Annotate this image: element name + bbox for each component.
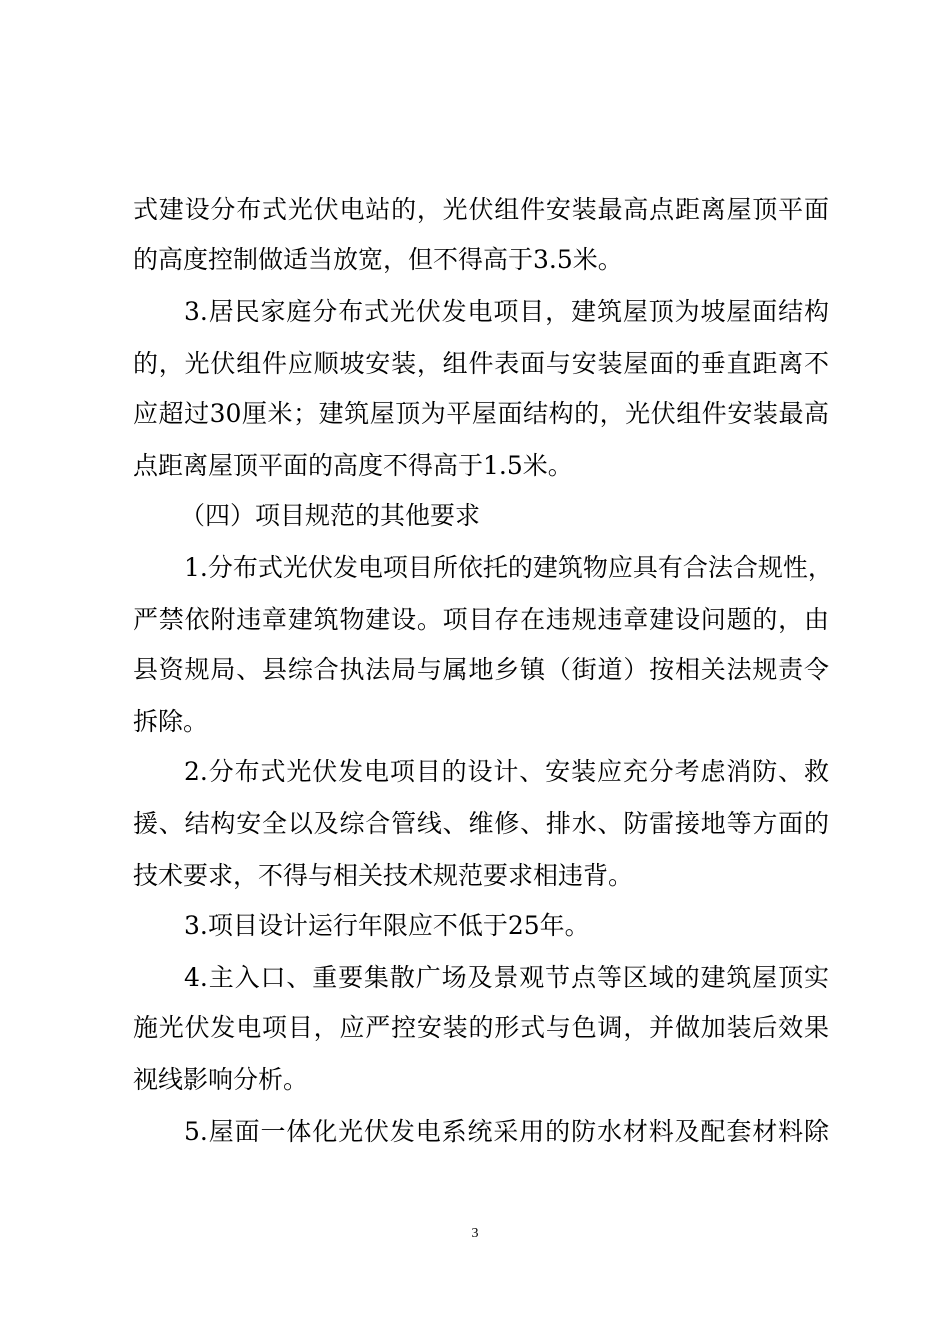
text-line: 式建设分布式光伏电站的，光伏组件安装最高点距离屋顶平面 (133, 195, 829, 224)
text-line: 应超过30厘米；建筑屋顶为平屋面结构的，光伏组件安装最高 (133, 399, 829, 428)
paragraph-start-line: 1.分布式光伏发电项目所依托的建筑物应具有合法合规性， (184, 553, 833, 582)
text-line: 点距离屋顶平面的高度不得高于1.5米。 (133, 451, 573, 480)
paragraph-start-line: 5.屋面一体化光伏发电系统采用的防水材料及配套材料除 (184, 1117, 829, 1146)
text-line: 的高度控制做适当放宽，但不得高于3.5米。 (133, 245, 623, 274)
text-line: 严禁依附违章建筑物建设。项目存在违规违章建设问题的，由 (133, 605, 829, 634)
paragraph-start-line: 2.分布式光伏发电项目的设计、安装应充分考虑消防、救 (184, 757, 829, 786)
section-heading: （四）项目规范的其他要求 (180, 501, 481, 530)
text-line: 施光伏发电项目，应严控安装的形式与色调，并做加装后效果 (133, 1013, 829, 1042)
text-line: 拆除。 (133, 707, 209, 736)
text-line: 的，光伏组件应顺坡安装，组件表面与安装屋面的垂直距离不 (133, 349, 829, 378)
text-line: 视线影响分析。 (133, 1065, 309, 1094)
paragraph-start-line: 4.主入口、重要集散广场及景观节点等区域的建筑屋顶实 (184, 963, 829, 992)
text-line: 县资规局、县综合执法局与属地乡镇（街道）按相关法规责令 (133, 655, 829, 684)
text-line: 技术要求，不得与相关技术规范要求相违背。 (133, 861, 634, 890)
page-number: 3 (471, 1226, 479, 1241)
text-line: 援、结构安全以及综合管线、维修、排水、防雷接地等方面的 (133, 809, 829, 838)
paragraph-start-line: 3.项目设计运行年限应不低于25年。 (184, 911, 590, 940)
paragraph-start-line: 3.居民家庭分布式光伏发电项目，建筑屋顶为坡屋面结构 (184, 297, 829, 326)
